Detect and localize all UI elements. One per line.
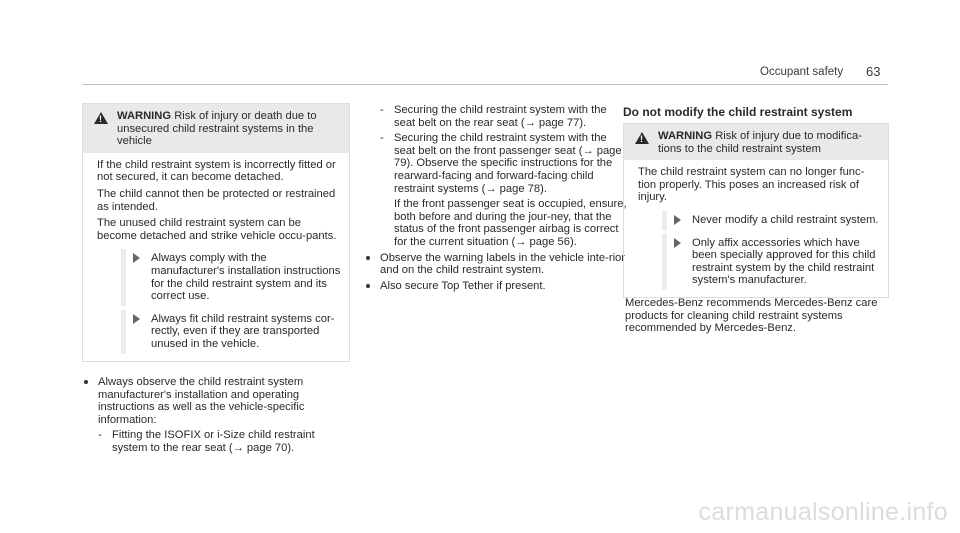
warning-title: Risk of injury or death due to unsecured child restraint systems in the vehicle (117, 110, 317, 148)
warning-para: If the child restraint system is incorrectly fitted or not secured, it can become detached. (97, 158, 336, 184)
list-item-text: Always observe the child restraint system manufacturer's installation and operating instructions as well as the vehicle-specific information: (98, 376, 305, 426)
action-arrow-icon (133, 314, 140, 324)
section-title: Do not modify the child restraint system (623, 105, 853, 119)
warning-label: WARNING (658, 130, 713, 142)
warning-triangle-icon (94, 112, 108, 124)
warning-para: The unused child restraint system can be become detached and strike vehicle occu-pants. (97, 217, 337, 242)
list-item (366, 280, 628, 293)
warning-box-modify (623, 123, 889, 298)
warning-title: Risk of injury due to modifica-tions to the child restraint system (658, 130, 862, 155)
list-item-text: Also secure Top Tether if present. (380, 279, 546, 292)
warning-header (83, 104, 349, 153)
action-arrow-icon (133, 253, 140, 263)
header-divider (82, 84, 888, 85)
action-item (133, 313, 341, 351)
action-item (674, 214, 880, 227)
sub-item-text: Fitting the ISOFIX or i-Size child restraint system to the rear seat (→ page 70). (112, 429, 315, 454)
action-arrow-icon (674, 215, 681, 225)
warning-body (83, 153, 349, 361)
closing-paragraph: Mercedes-Benz recommends Mercedes-Benz care products for cleaning child restraint systems recommended by Mercedes-Benz. (625, 297, 878, 335)
warning-body (624, 160, 888, 297)
bullet-dot-icon (366, 256, 370, 260)
warning-label: WARNING (117, 110, 172, 122)
sub-item-text: Securing the child restraint system with the seat belt on the rear seat (→ page 77). (394, 104, 607, 129)
list-item (366, 252, 628, 277)
watermark: carmanualsonline.info (698, 498, 948, 526)
action-text: Always fit child restraint systems cor-rectly, even if they are transported unused in the vehicle. (151, 312, 335, 350)
sub-note: If the front passenger seat is occupied, ensure, both before and during the jour-ney, that the status of the front passenger airbag is correct for the current situation (→ page 56). (394, 198, 627, 248)
action-item (674, 237, 880, 287)
warning-triangle-icon (635, 132, 649, 144)
action-arrow-icon (674, 238, 681, 248)
column-2 (366, 104, 628, 292)
sub-item-text: Securing the child restraint system with the seat belt on the front passenger seat (→ page 79). Observe the specific instructions for the rearward-facing and forward-facing child restraint systems (→ page 78). (394, 132, 622, 195)
action-text: Never modify a child restraint system. (692, 213, 879, 226)
action-text: Only affix accessories which have been specially approved for this child restraint system by the child restraint system's manufacturer. (692, 236, 876, 287)
bullet-dot-icon (366, 284, 370, 288)
warning-para: The child restraint system can no longer func-tion properly. This poses an increased risk of injury. (638, 166, 865, 204)
list-item (84, 376, 350, 426)
warning-box-unsecured (82, 103, 350, 362)
bullet-dot-icon (84, 380, 88, 384)
sub-item: - Fitting the ISOFIX or i-Size child restraint system to the rear seat (→ page 70). (98, 429, 315, 454)
sub-item: - Securing the child restraint system with the seat belt on the rear seat (→ page 77). (380, 104, 607, 129)
sub-item: - Securing the child restraint system with the seat belt on the front passenger seat (→ page 79). Observe the specific instructions for the rearward-facing and forward-facing child restraint systems (→ page 78). (380, 132, 622, 195)
bullet-list-col1 (84, 376, 350, 455)
warning-header (624, 124, 888, 160)
list-item-text: Observe the warning labels in the vehicle inte-rior and on the child restraint system. (380, 251, 626, 277)
page-number: 63 (866, 64, 881, 79)
warning-para: The child cannot then be protected or restrained as intended. (97, 187, 336, 213)
action-text: Always comply with the manufacturer's installation instructions for the child restraint system and its correct use. (151, 252, 341, 303)
action-item (133, 252, 341, 302)
running-header: Occupant safety (760, 66, 844, 78)
